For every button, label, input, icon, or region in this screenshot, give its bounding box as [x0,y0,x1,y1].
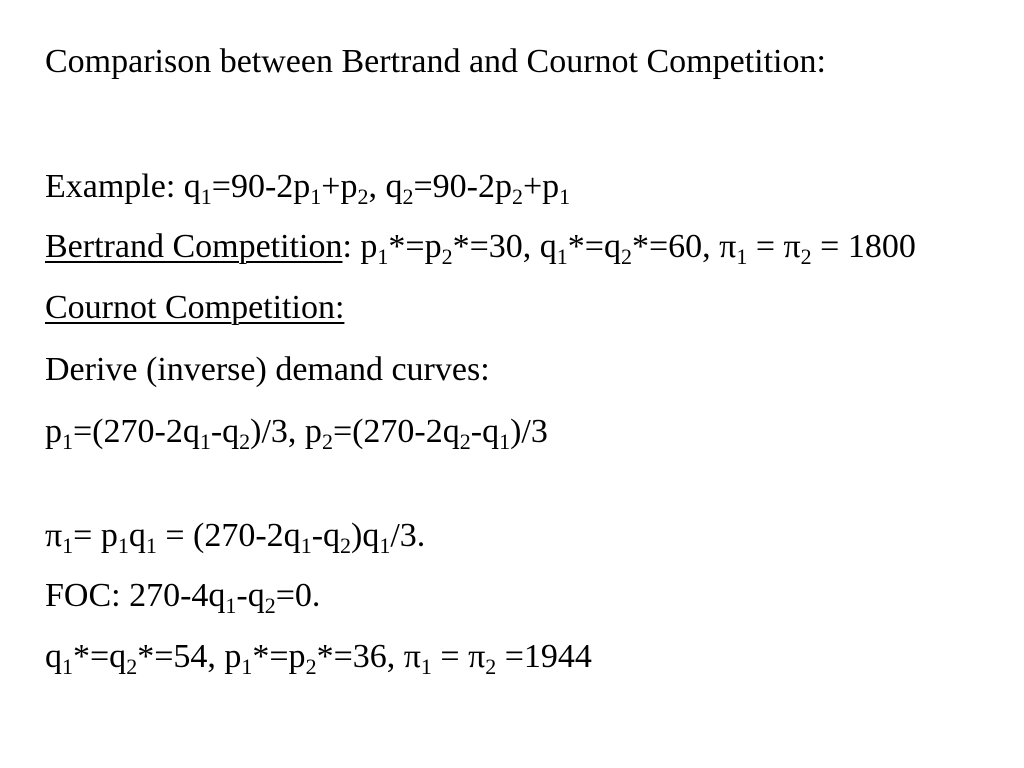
example-demand-line [45,167,570,207]
text-segment: *=54, p [137,638,242,675]
subscript: 1 [736,244,748,269]
text-segment: +p [321,168,358,205]
text-segment: /3. [390,517,426,554]
subscript: 1 [145,533,157,558]
subscript: 1 [377,244,389,269]
subscript: 2 [459,429,471,454]
text-segment: -q [236,577,265,614]
foc-line [45,576,320,616]
text-segment: Comparison between Bertrand and Cournot Competition: [45,43,826,80]
subscript: 2 [402,184,414,209]
subscript: 1 [379,533,391,558]
cournot-heading [45,288,344,328]
text-segment: *=q [567,228,621,265]
text-segment: FOC: 270-4q [45,577,226,614]
underlined-text: Bertrand Competition [45,228,343,265]
text-segment: = π [747,228,801,265]
text-segment: = π [431,638,486,675]
text-segment: -q [470,413,500,450]
subscript: 2 [800,244,812,269]
text-segment: *=p [388,228,442,265]
text-segment: )q [351,517,380,554]
subscript: 1 [200,184,212,209]
subscript: 1 [310,184,322,209]
derive-instruction [45,350,490,390]
text-segment: = (270-2q [156,517,301,554]
text-segment: -q [311,517,341,554]
text-segment: )/3, p [250,413,322,450]
text-segment: *=p [252,638,306,675]
subscript: 1 [499,429,511,454]
cournot-equilibrium-line [45,637,592,677]
subscript: 1 [241,654,253,679]
subscript: 2 [357,184,369,209]
subscript: 1 [199,429,211,454]
text-segment: =90-2p [211,168,311,205]
inverse-demand-line [45,412,548,452]
subscript: 2 [441,244,453,269]
subscript: 1 [300,533,312,558]
text-segment: p [45,413,62,450]
text-segment: )/3 [510,413,548,450]
subscript: 2 [340,533,352,558]
subscript: 1 [225,593,237,618]
underlined-text: Cournot Competition: [45,289,345,326]
text-segment: = 1800 [811,228,916,265]
subscript: 1 [559,184,571,209]
bertrand-result-line [45,227,916,267]
subscript: 1 [62,429,73,454]
subscript: 1 [62,533,74,558]
subscript: 2 [321,429,333,454]
text-segment: , q [368,168,403,205]
text-segment: *=q [73,638,127,675]
text-segment: =90-2p [413,168,512,205]
text-segment: =1944 [496,638,592,675]
text-segment: = p [73,517,118,554]
subscript: 2 [126,654,138,679]
subscript: 1 [62,654,73,679]
subscript: 2 [239,429,251,454]
subscript: 1 [420,654,432,679]
text-segment: *=60, π [631,228,737,265]
subscript: 2 [264,593,276,618]
text-segment: Derive (inverse) demand curves: [45,351,490,388]
profit-line [45,516,425,556]
slide-title [45,42,826,82]
subscript: 2 [485,654,497,679]
text-segment: -q [210,413,240,450]
text-segment: =0. [275,577,321,614]
text-segment: *=36, π [316,638,421,675]
text-segment: : p [342,228,378,265]
subscript: 2 [620,244,632,269]
text-segment: π [45,517,63,554]
text-segment: Example: q [45,168,201,205]
text-segment: =(270-2q [332,413,460,450]
subscript: 2 [305,654,317,679]
subscript: 1 [117,533,129,558]
subscript: 1 [556,244,568,269]
text-segment: =(270-2q [73,413,200,450]
text-segment: *=30, q [452,228,557,265]
text-segment: q [45,638,62,675]
text-segment: +p [522,168,560,205]
text-segment: q [128,517,146,554]
subscript: 2 [511,184,523,209]
